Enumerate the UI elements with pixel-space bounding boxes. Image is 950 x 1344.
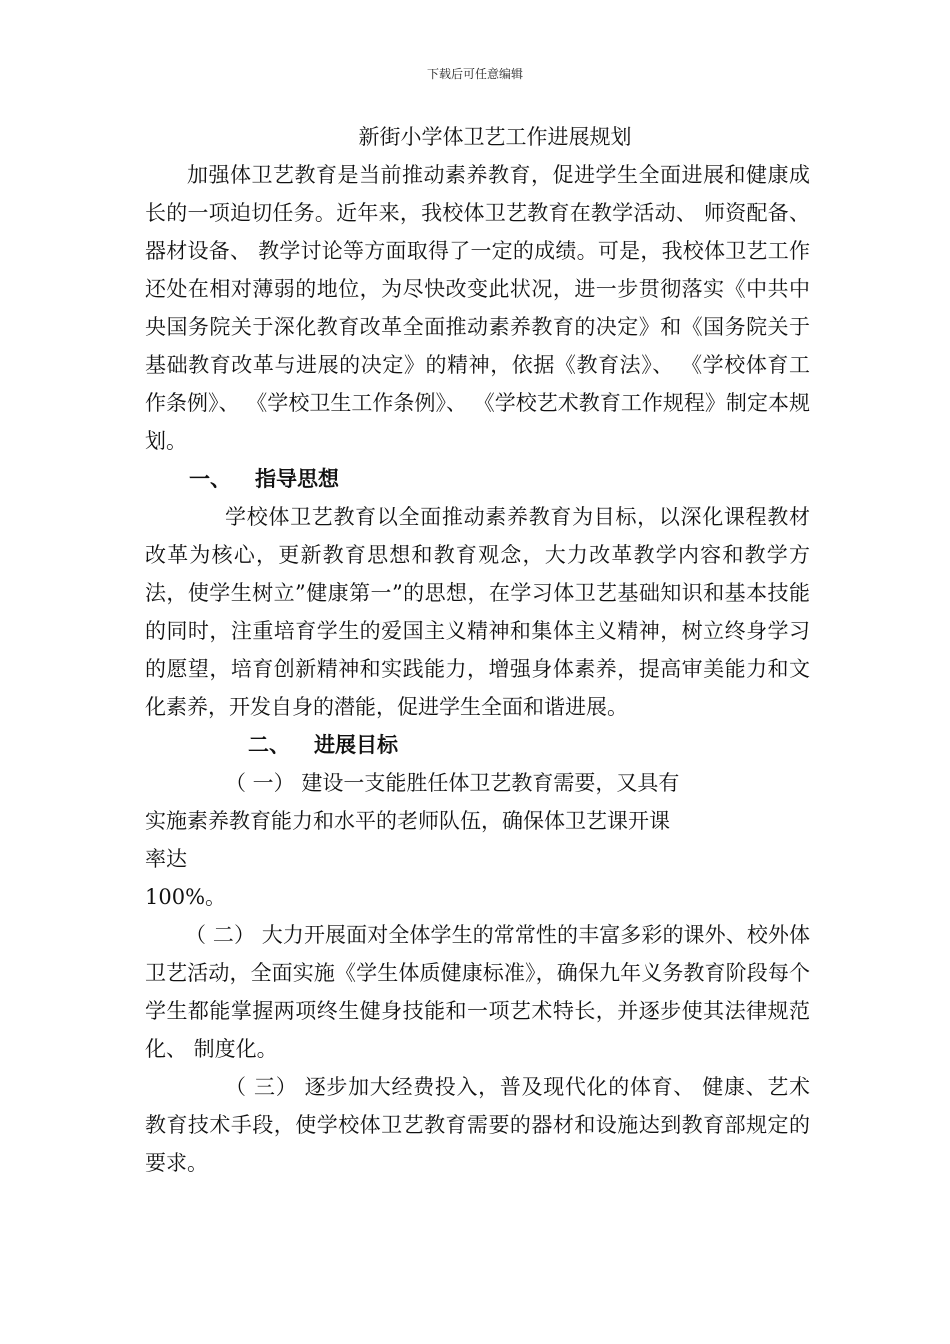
section-1-heading <box>145 460 810 498</box>
goal-3-paragraph: （ 三） 逐步加大经费投入，普及现代化的体育、 健康、艺术教育技术手段，使学校体卫艺教育需要的器材和设施达到教育部规定的要求。 <box>145 1075 810 1175</box>
document-body <box>145 156 810 1182</box>
intro-paragraph: 加强体卫艺教育是当前推动素养教育，促进学生全面进展和健康成长的一项迫切任务。近年来，我校体卫艺教育在教学活动、 师资配备、 器材设备、 教学讨论等方面取得了一定的成绩。可是，我校体卫艺工作还处在相对薄弱的地位，为尽快改变此状况，进一步贯彻落实《中共中央国务院关于深化教育改革全面推动素养教育的决定》和《国务院关于基础教育改革与进展的决定》的精神，依据《教育法》、 《学校体育工作条例》、 《学校卫生工作条例》、 《学校艺术教育工作规程》制定本规划。 <box>145 163 810 453</box>
header-note: 下载后可任意编辑 <box>426 67 523 81</box>
section-1-paragraph: 学校体卫艺教育以全面推动素养教育为目标，以深化课程教材改革为核心，更新教育思想和教育观念，大力改革教学内容和教学方法，使学生树立”健康第一”的思想，在学习体卫艺基础知识和基本技能的同时，注重培育学生的爱国主义精神和集体主义精神，树立终身学习的愿望，培育创新精神和实践能力，增强身体素养，提高审美能力和文化素养，开发自身的潜能，促进学生全面和谐进展。 <box>145 505 810 719</box>
section-1-title: 指导思想 <box>255 466 339 491</box>
section-2-title: 进展目标 <box>314 732 398 757</box>
section-2-heading <box>145 726 810 764</box>
goal-1-continuation: 100%。 <box>145 885 227 909</box>
goal-1-paragraph: （ 一） 建设一支能胜任体卫艺教育需要，又具有实施素养教育能力和水平的老师队伍，确保体卫艺课开课率达 <box>145 771 680 871</box>
section-1-number: 一、 <box>189 466 231 491</box>
goal-2-paragraph: （ 二） 大力开展面对全体学生的常常性的丰富多彩的课外、校外体卫艺活动，全面实施《学生体质健康标准》，确保九年义务教育阶段每个学生都能掌握两项终生健身技能和一项艺术特长，并逐步使其法律规范化、 制度化。 <box>145 923 810 1061</box>
section-2-number: 二、 <box>248 732 290 757</box>
document-title: 新街小学体卫艺工作进展规划 <box>358 125 632 149</box>
